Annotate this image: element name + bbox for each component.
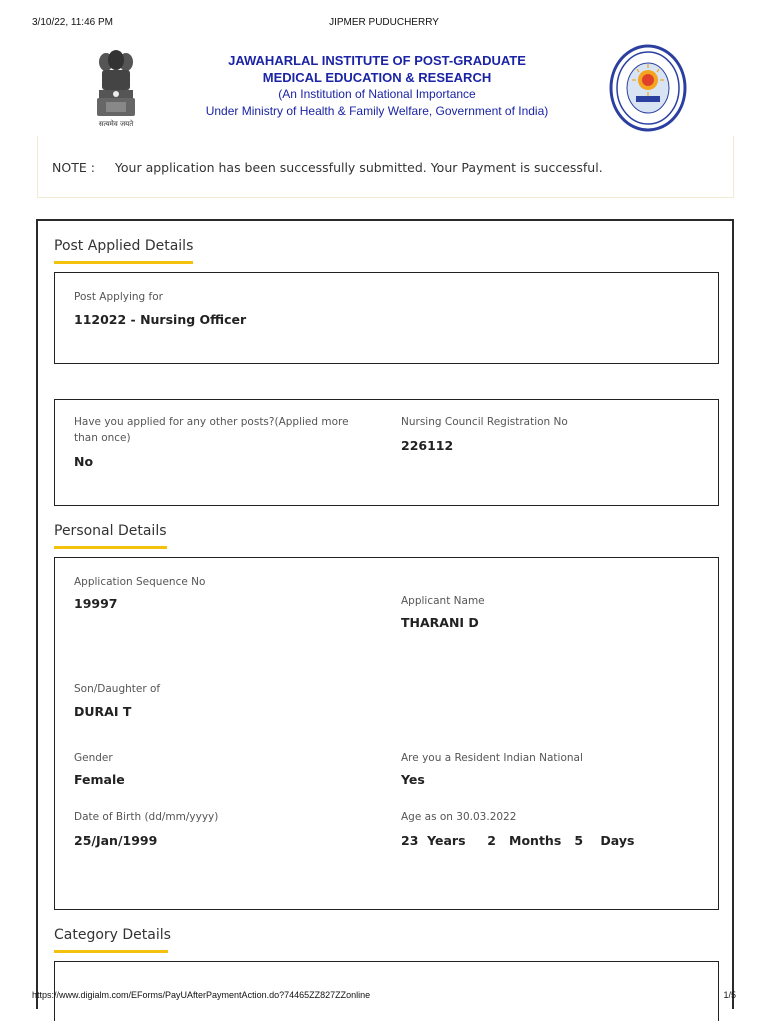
submission-note — [37, 136, 734, 198]
post-applying-card — [54, 272, 719, 364]
category-details-title-underline — [54, 950, 168, 953]
post-other-details-card — [54, 399, 719, 506]
applicant-name-label: Applicant Name — [401, 595, 485, 607]
print-page-title: JIPMER PUDUCHERRY — [329, 17, 439, 28]
category-details-section-title: Category Details — [54, 927, 171, 943]
note-message: Your application has been successfully submitted. Your Payment is successful. — [114, 160, 603, 175]
council-registration-value: 226112 — [401, 438, 454, 453]
post-applied-title-underline — [54, 261, 193, 264]
application-seq-value: 19997 — [74, 596, 118, 611]
institute-banner — [32, 40, 736, 136]
print-page-url: https://www.digialm.com/EForms/PayUAfterPaymentAction.do?74465ZZ827ZZonline — [32, 990, 371, 1000]
institute-name-line1: JAWAHARLAL INSTITUTE OF POST-GRADUATE — [228, 53, 526, 68]
emblem-motto: सत्यमेव जयते — [98, 120, 134, 128]
jipmer-seal-icon — [609, 44, 687, 132]
personal-details-card — [54, 557, 719, 910]
print-timestamp: 3/10/22, 11:46 PM — [32, 17, 113, 28]
dob-value: 25/Jan/1999 — [74, 833, 158, 848]
gender-label: Gender — [74, 752, 113, 764]
parent-name-value: DURAI T — [74, 704, 132, 719]
institute-subtitle: (An Institution of National Importance — [278, 87, 476, 101]
parent-name-label: Son/Daughter of — [74, 683, 161, 695]
application-details-panel — [36, 219, 734, 1009]
print-header — [32, 17, 736, 31]
resident-label: Are you a Resident Indian National — [401, 752, 583, 764]
note-text — [52, 160, 603, 175]
post-applied-section-title: Post Applied Details — [54, 238, 194, 254]
post-applying-label: Post Applying for — [74, 291, 163, 303]
age-value: 23 Years 2 Months 5 Days — [401, 833, 635, 848]
age-label: Age as on 30.03.2022 — [401, 811, 517, 823]
resident-value: Yes — [401, 772, 425, 787]
print-footer — [32, 990, 736, 1004]
personal-details-section-title: Personal Details — [54, 523, 167, 539]
other-posts-label: Have you applied for any other posts?(Applied more than once) — [74, 416, 349, 444]
applicant-name-value: THARANI D — [401, 615, 479, 630]
council-registration-label: Nursing Council Registration No — [401, 416, 568, 428]
gender-value: Female — [74, 772, 125, 787]
post-applying-value: 112022 - Nursing Officer — [74, 312, 247, 327]
institute-ministry: Under Ministry of Health & Family Welfare, Government of India) — [205, 104, 549, 118]
institute-name-line2: MEDICAL EDUCATION & RESEARCH — [262, 70, 492, 85]
other-posts-value: No — [74, 454, 94, 469]
personal-details-title-underline — [54, 546, 167, 549]
application-seq-label: Application Sequence No — [74, 576, 206, 588]
dob-label: Date of Birth (dd/mm/yyyy) — [74, 811, 219, 823]
institute-heading — [182, 52, 572, 120]
note-label: NOTE : — [52, 160, 95, 175]
print-page-number: 1/5 — [723, 990, 736, 1000]
